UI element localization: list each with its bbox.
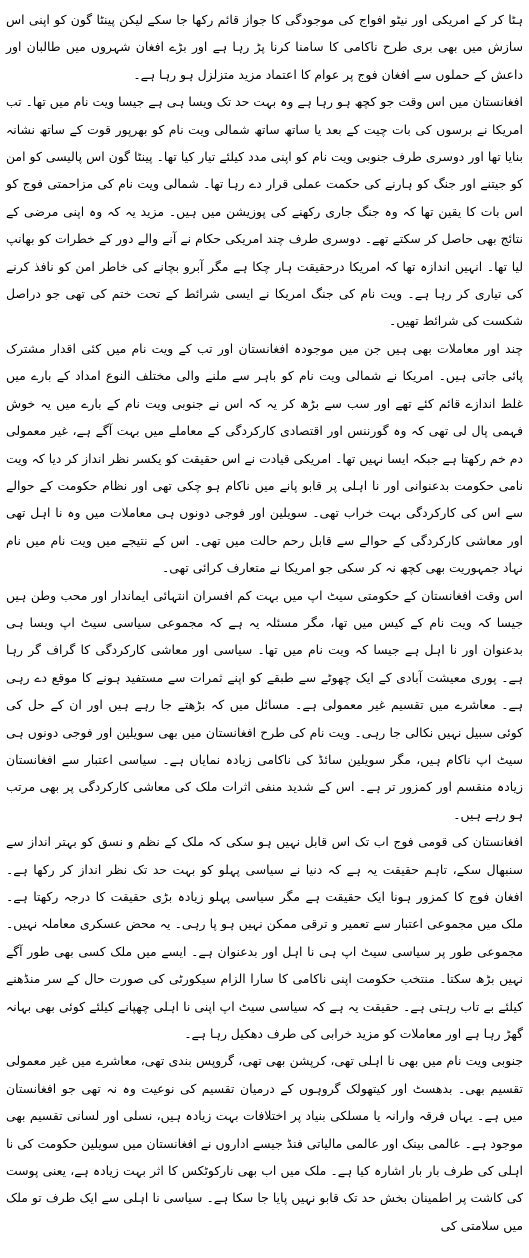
urdu-article-body (6, 6, 523, 1239)
paragraph-4: اس وقت افغانستان کے حکومتی سیٹ اپ میں بہت کم افسران انتہائی ایماندار اور محب وطن ہیں جیسا کہ ویت نام کے کیس میں تھا، مگر مسئلہ یہ ہے کہ مجموعی سیاسی سیٹ اپ ویسا ہی بدعنوان اور نا اہل ہے جیسا کہ ویت نام میں تھا۔ سیاسی اور معاشی کارکردگی کا گراف گر رہا ہے۔ پوری معیشت آبادی کے ایک چھوٹے سے طبقے کو اپنے ثمرات سے مستفید ہونے کا موقع دے رہی ہے۔ معاشرے میں تقسیم غیر معمولی ہے۔ مسائل میں کہ بڑھتے جا رہے ہیں اور ان کے حل کی کوئی سبیل نہیں نکالی جا رہی۔ ویت نام کی طرح افغانستان میں بھی سویلین اور فوجی دونوں ہی سیٹ اپ ناکام ہیں، مگر سویلین سائڈ کی ناکامی زیادہ نمایاں ہے۔ سیاسی اعتبار سے افغانستان زیادہ منقسم اور کمزور تر ہے۔ اس کے شدید منفی اثرات ملک کی معاشی کارکردگی پر بھی مرتب ہو رہے ہیں۔ (6, 587, 523, 822)
paragraph-2: افغانستان میں اس وقت جو کچھ ہو رہا ہے وہ بہت حد تک ویسا ہی ہے جیسا ویت نام میں تھا۔ تب امریکا نے برسوں کی بات چیت کے بعد یا ساتھ ساتھ شمالی ویت نام کو بھرپور قوت کے ساتھ نشانہ بنایا تھا اور دوسری طرف جنوبی ویت نام کو اپنی مدد کیلئے تیار کیا تھا۔ پینٹا گون اس پالیسی کو امن کو جیتنے اور جنگ کو ہارنے کی حکمت عملی قرار دے رہا تھا۔ شمالی ویت نام کی مزاحمتی فوج کو اس بات کا یقین تھا کہ وہ جنگ جاری رکھنے کی پوزیشن میں ہیں۔ مزید یہ کہ وہ اپنی مرضی کے نتائج بھی حاصل کر سکتے تھے۔ دوسری طرف چند امریکی حکام نے آنے والے دور کے خطرات کو بھانپ لیا تھا۔ انہیں اندازہ تھا کہ امریکا درحقیقت ہار چکا ہے مگر آبرو بچانے کی خاطر امن کو نافذ کرنے کی تیاری کر رہا ہے۔ ویت نام کی جنگ امریکا نے ایسی شرائط کے تحت ختم کی تھی جو دراصل شکست کی شرائط تھیں۔ (6, 94, 523, 329)
paragraph-5: افغانستان کی قومی فوج اب تک اس قابل نہیں ہو سکی کہ ملک کے نظم و نسق کو بہتر انداز سے سنبھال سکے، تاہم حقیقت یہ ہے کہ دنیا نے سیاسی پہلو کو بہت حد تک نظر انداز کر رکھا ہے۔ افغان فوج کا کمزور ہونا ایک حقیقت ہے مگر سیاسی پہلو زیادہ بڑی حقیقت کا درجہ رکھتا ہے۔ ملک میں مجموعی اعتبار سے تعمیر و ترقی ممکن نہیں ہو پا رہی۔ یہ محض عسکری معاملہ نہیں۔ مجموعی طور پر سیاسی سیٹ اپ ہی نا اہل اور بدعنوان ہے۔ ایسے میں ملک کسی بھی طور آگے نہیں بڑھ سکتا۔ منتخب حکومت اپنی ناکامی کا سارا الزام سیکورٹی کی صورت حال کے سر منڈھنے کیلئے بے تاب رہتی ہے۔ حقیقت یہ ہے کہ سیاسی سیٹ اپ اپنی نا اہلی چھپانے کیلئے کوئی بھی بہانہ گھڑ رہا ہے اور معاملات کو مزید خرابی کی طرف دھکیل رہا ہے۔ (6, 834, 523, 1042)
paragraph-1: ہٹا کر کے امریکی اور نیٹو افواج کی موجودگی کا جواز قائم رکھا جا سکے لیکن پینٹا گون کو اپنی اس سازش میں بھی بری طرح ناکامی کا سامنا کرنا پڑ رہا ہے اور بڑے افغان شہروں میں طالبان اور داعش کے حملوں سے افغان فوج پر عوام کا اعتماد مزید متزلزل ہو رہا ہے۔ (6, 12, 523, 82)
paragraph-3: چند اور معاملات بھی ہیں جن میں موجودہ افغانستان اور تب کے ویت نام میں کئی اقدار مشترک پائی جاتی ہیں۔ امریکا نے شمالی ویت نام کو باہر سے ملنے والی مختلف النوع امداد کے بارے میں غلط اندازے قائم کئے تھے اور سب سے بڑھ کر یہ کہ اس نے جنوبی ویت نام کے بارے میں یہ خوش فہمی پال لی تھی کہ وہ گورننس اور اقتصادی کارکردگی کے معاملے میں بہت آگے ہے، غیر معمولی دم خم رکھتا ہے جبکہ ایسا نہیں تھا۔ امریکی قیادت نے اس حقیقت کو یکسر نظر انداز کر دیا کہ ویت نامی حکومت بدعنوانی اور نا اہلی پر قابو پانے میں ناکام ہو چکی تھی اور نظام حکومت کے حوالے سے اس کی کارکردگی بہت خراب تھی۔ سویلین اور فوجی دونوں ہی معاملات میں وہ نا اہل تھی اور معاشی کارکردگی کے حوالے سے قابل رحم حالت میں تھی۔ اس کے نتیجے میں ویت نام میں نام نہاد جمہوریت بھی کچھ نہ کر سکی جو امریکا نے متعارف کرائی تھی۔ (6, 340, 523, 576)
paragraph-6: جنوبی ویت نام میں بھی نا اہلی تھی، کرپشن بھی تھی، گروپس بندی تھی، معاشرے میں غیر معمولی تقسیم بھی۔ بدھسٹ اور کیتھولک گروہوں کے درمیان تقسیم کی نوعیت وہ نہ تھی جو افغانستان میں ہے۔ یہاں فرقہ وارانہ یا مسلکی بنیاد پر اختلافات بہت زیادہ ہیں، نسلی اور لسانی تقسیم بھی موجود ہے۔ عالمی بینک اور عالمی مالیاتی فنڈ جیسے اداروں نے افغانستان میں سویلین حکومت کی نا اہلی کی طرف بار بار اشارہ کیا ہے۔ ملک میں اب بھی نارکوٹکس کا اثر بہت زیادہ ہے، یعنی پوست کی کاشت پر اطمینان بخش حد تک قابو نہیں پایا جا سکا ہے۔ سیاسی نا اہلی سے ایک طرف تو ملک میں سلامتی کی (6, 1053, 523, 1233)
